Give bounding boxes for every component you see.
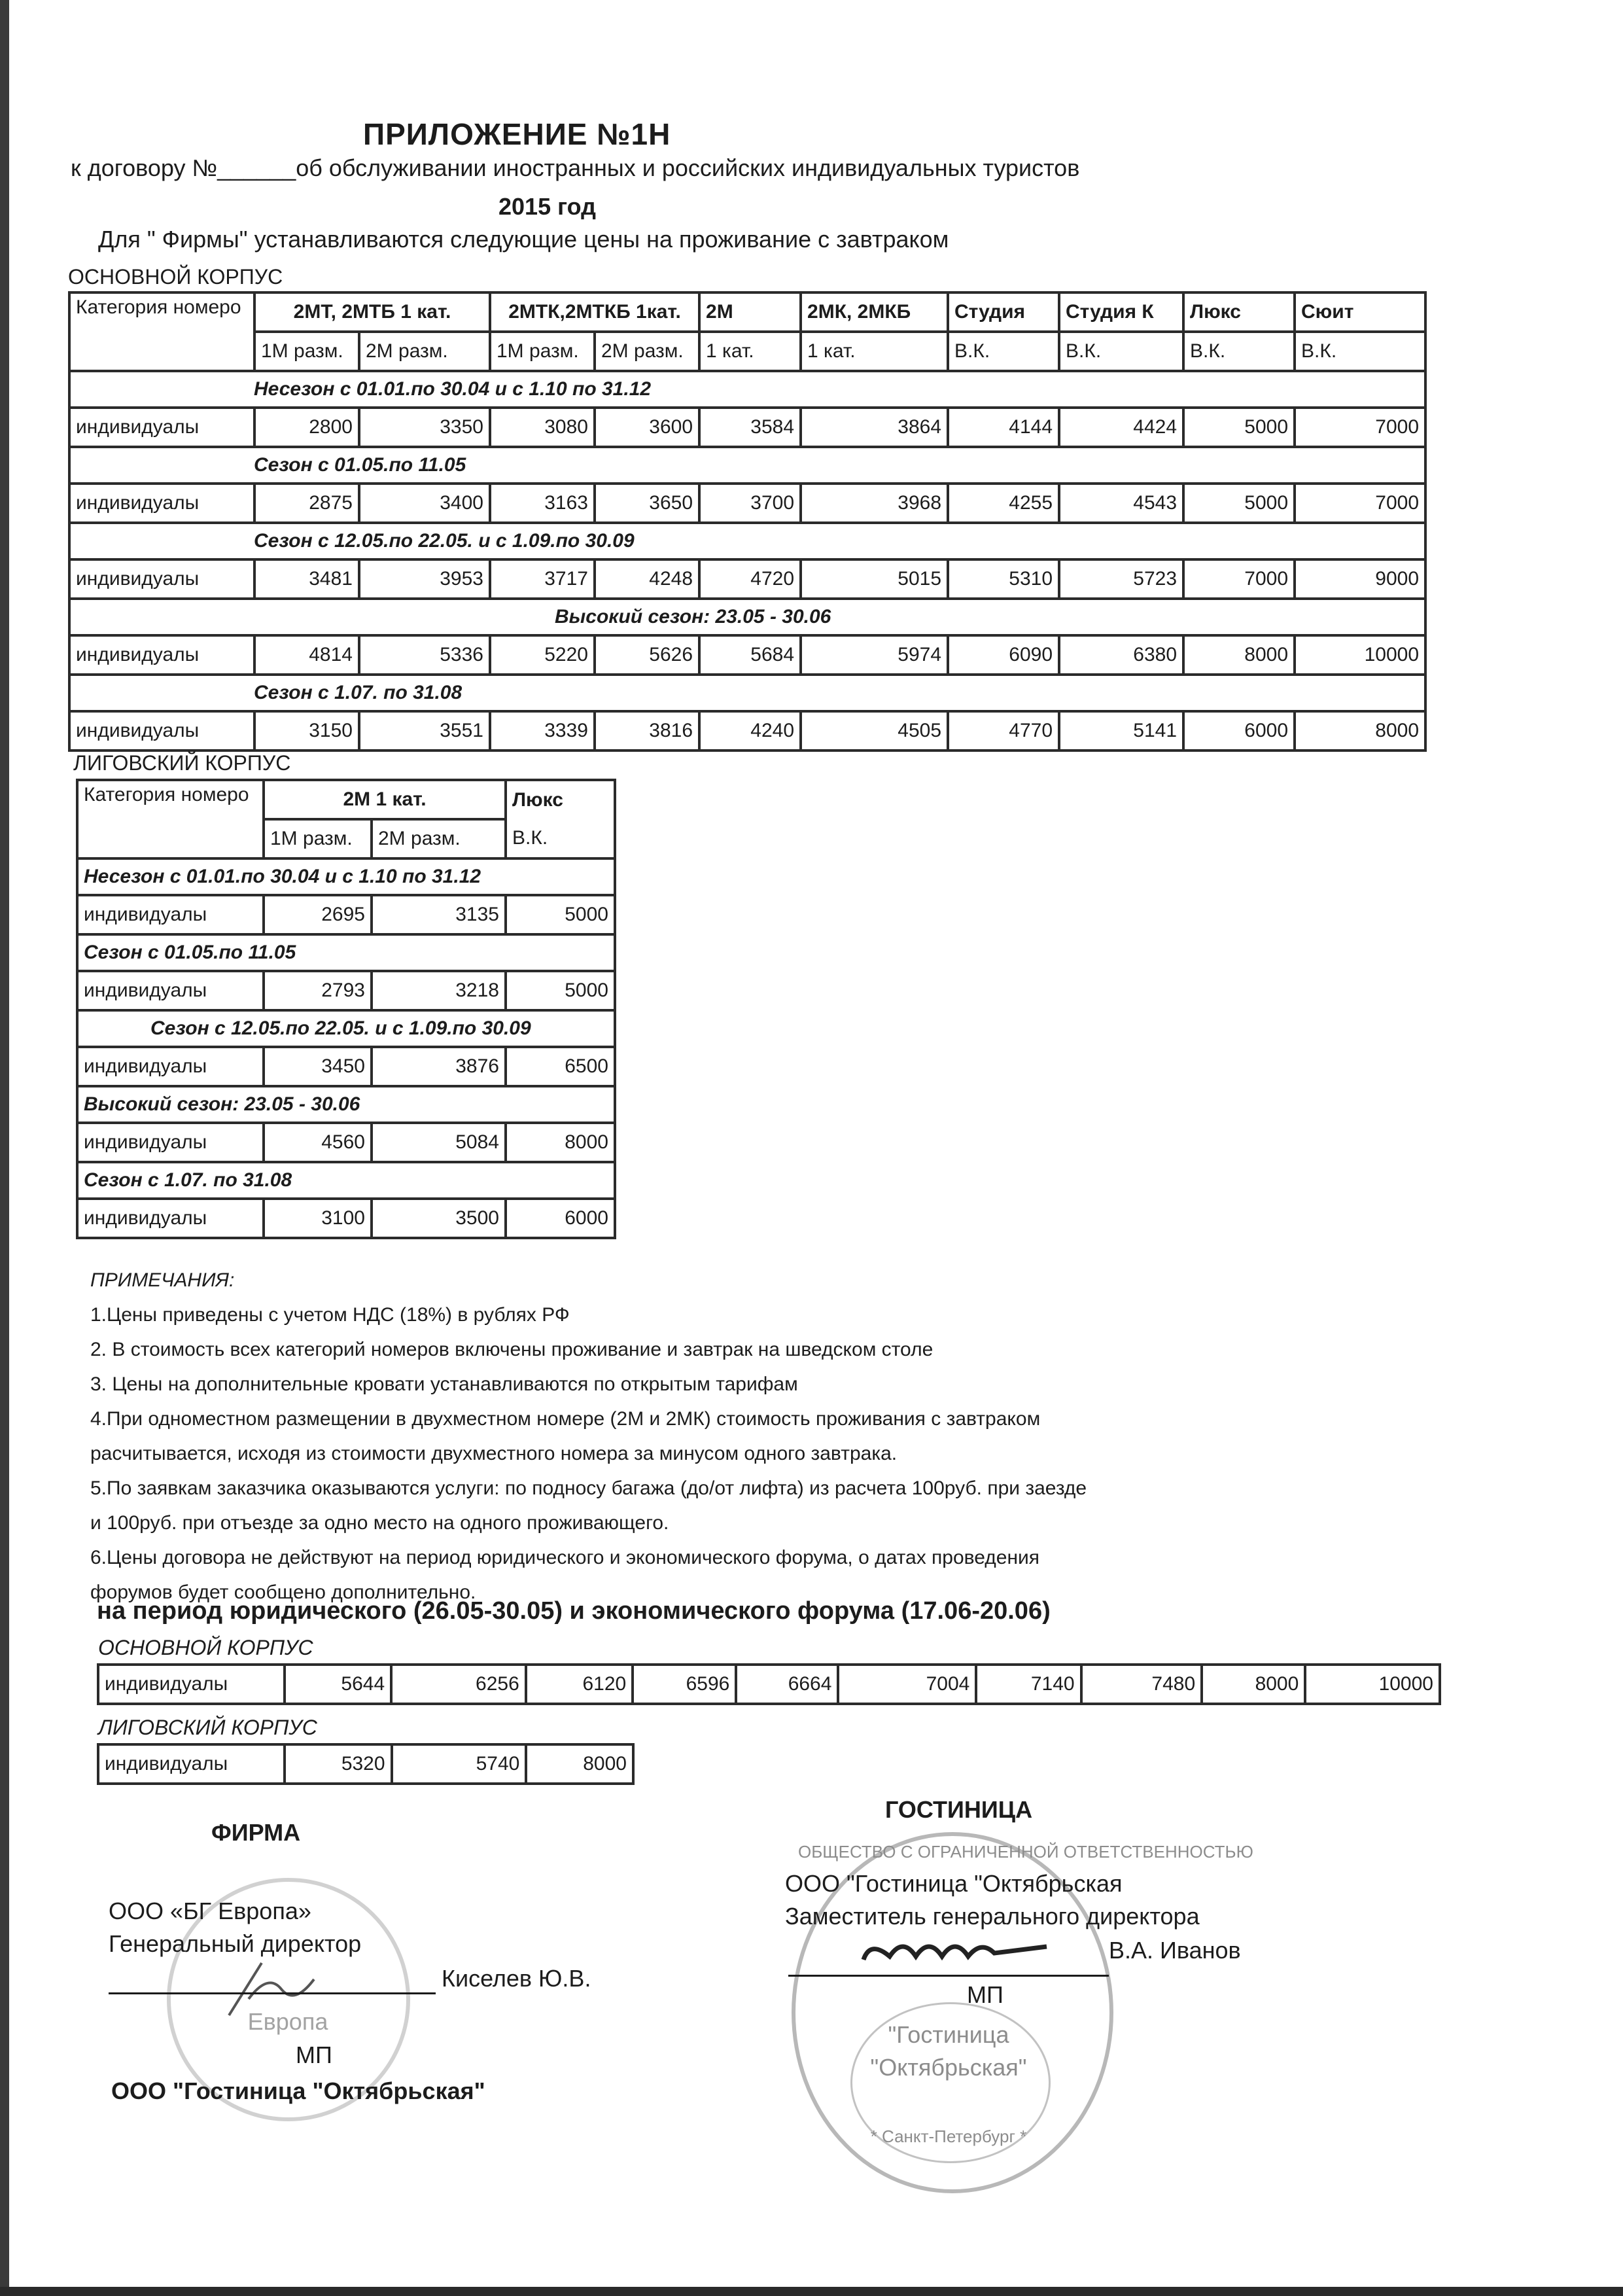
price-cell: 5000 bbox=[1183, 408, 1295, 447]
row-label: индивидуалы bbox=[77, 1199, 264, 1238]
price-cell: 3876 bbox=[372, 1047, 506, 1086]
hotel-stamp-center-1: "Гостиница bbox=[888, 2021, 1009, 2048]
season-title: Сезон с 12.05.по 22.05. и с 1.09.по 30.09 bbox=[77, 1010, 615, 1047]
price-cell: 5000 bbox=[506, 971, 615, 1010]
price-cell: 4560 bbox=[264, 1123, 372, 1162]
price-cell: 7480 bbox=[1081, 1665, 1202, 1704]
price-cell: 3953 bbox=[359, 559, 490, 599]
firm-heading: ФИРМА bbox=[211, 1819, 301, 1846]
hotel-stamp-ring-top: ОБЩЕСТВО С ОГРАНИЧЕННОЙ ОТВЕТСТВЕННОСТЬЮ bbox=[798, 1842, 1253, 1862]
table-row bbox=[77, 971, 615, 1010]
forum-ligovsky-price-table bbox=[97, 1743, 635, 1785]
price-cell: 5684 bbox=[699, 635, 801, 675]
hotel-signer-name: В.А. Иванов bbox=[1109, 1937, 1241, 1964]
price-cell: 3481 bbox=[254, 559, 359, 599]
hotel-signature-icon bbox=[844, 1934, 1060, 1973]
row-label: индивидуалы bbox=[77, 1123, 264, 1162]
forum-ligovsky-label: ЛИГОВСКИЙ КОРПУС bbox=[98, 1716, 317, 1739]
season-title: Сезон с 01.05.по 11.05 bbox=[77, 934, 615, 971]
column-subheader: 2М разм. bbox=[595, 332, 699, 371]
price-cell: 3350 bbox=[359, 408, 490, 447]
price-cell: 2875 bbox=[254, 484, 359, 523]
price-cell: 7000 bbox=[1183, 559, 1295, 599]
forum-main-price-table bbox=[97, 1663, 1441, 1705]
price-cell: 6664 bbox=[736, 1665, 838, 1704]
season-title: Несезон с 01.01.по 30.04 и с 1.10 по 31.12 bbox=[77, 858, 615, 895]
price-cell: 6500 bbox=[506, 1047, 615, 1086]
table-row bbox=[77, 1047, 615, 1086]
column-subheader: В.К. bbox=[948, 332, 1059, 371]
season-title-row bbox=[69, 675, 1425, 711]
price-cell: 7000 bbox=[1295, 408, 1425, 447]
table-row bbox=[77, 1199, 615, 1238]
price-cell: 3700 bbox=[699, 484, 801, 523]
price-cell: 3135 bbox=[372, 895, 506, 934]
price-cell: 9000 bbox=[1295, 559, 1425, 599]
price-cell: 4814 bbox=[254, 635, 359, 675]
scan-edge bbox=[0, 0, 9, 2296]
column-subheader: В.К. bbox=[1295, 332, 1425, 371]
row-label: индивидуалы bbox=[69, 559, 254, 599]
note-line: расчитывается, исходя из стоимости двухместного номера за минусом одного завтрака. bbox=[90, 1443, 898, 1464]
column-group-header: 2МК, 2МКБ bbox=[801, 292, 948, 332]
season-title-row bbox=[69, 599, 1425, 635]
note-line: 5.По заявкам заказчика оказываются услуги: по подносу багажа (до/от лифта) из расчета 100руб. при заезде bbox=[90, 1477, 1087, 1499]
season-title-row bbox=[77, 1010, 615, 1047]
price-cell: 5336 bbox=[359, 635, 490, 675]
column-group-header: Студия К bbox=[1059, 292, 1183, 332]
hotel-stamp-center-2: "Октябрьская" bbox=[870, 2054, 1027, 2081]
price-cell: 10000 bbox=[1295, 635, 1425, 675]
price-cell: 3584 bbox=[699, 408, 801, 447]
table-row bbox=[69, 635, 1425, 675]
document-title: ПРИЛОЖЕНИЕ №1Н bbox=[363, 117, 671, 151]
price-cell: 3400 bbox=[359, 484, 490, 523]
price-cell: 4543 bbox=[1059, 484, 1183, 523]
column-group-header: Студия bbox=[948, 292, 1059, 332]
price-cell: 6380 bbox=[1059, 635, 1183, 675]
season-title-row bbox=[77, 934, 615, 971]
season-title-row bbox=[77, 1162, 615, 1199]
price-cell: 6000 bbox=[506, 1199, 615, 1238]
firm-company: ООО «БГ Европа» bbox=[109, 1898, 311, 1924]
firm-signer-name: Киселев Ю.В. bbox=[442, 1965, 591, 1992]
row-label: индивидуалы bbox=[69, 711, 254, 751]
table-row bbox=[77, 895, 615, 934]
table-row bbox=[77, 1123, 615, 1162]
season-title-row bbox=[69, 447, 1425, 484]
season-title: Высокий сезон: 23.05 - 30.06 bbox=[69, 599, 1425, 635]
hotel-heading: ГОСТИНИЦА bbox=[885, 1796, 1033, 1823]
price-cell: 3968 bbox=[801, 484, 948, 523]
column-subheader: 1М разм. bbox=[490, 332, 595, 371]
row-label: индивидуалы bbox=[77, 971, 264, 1010]
column-subheader: 1М разм. bbox=[264, 819, 372, 858]
season-title-row bbox=[69, 371, 1425, 408]
note-line: 6.Цены договора не действуют на период юридического и экономического форума, о датах проведения bbox=[90, 1547, 1040, 1568]
price-cell: 5626 bbox=[595, 635, 699, 675]
price-cell: 2695 bbox=[264, 895, 372, 934]
table-row bbox=[98, 1744, 633, 1784]
price-cell: 5220 bbox=[490, 635, 595, 675]
season-title-row bbox=[77, 1086, 615, 1123]
price-cell: 5320 bbox=[285, 1744, 392, 1784]
firm-seal-label: МП bbox=[296, 2041, 332, 2068]
price-cell: 8000 bbox=[506, 1123, 615, 1162]
firm-signature-line bbox=[109, 1992, 436, 1994]
price-cell: 5000 bbox=[1183, 484, 1295, 523]
firm-footer: ООО "Гостиница "Октябрьская" bbox=[111, 2077, 485, 2104]
column-group-header: Люкс bbox=[1183, 292, 1295, 332]
price-cell: 6000 bbox=[1183, 711, 1295, 751]
price-cell: 3551 bbox=[359, 711, 490, 751]
season-title: Высокий сезон: 23.05 - 30.06 bbox=[77, 1086, 615, 1123]
price-cell: 4505 bbox=[801, 711, 948, 751]
price-cell: 3600 bbox=[595, 408, 699, 447]
price-cell: 7000 bbox=[1295, 484, 1425, 523]
season-title-row bbox=[69, 523, 1425, 559]
header-row bbox=[69, 292, 1425, 332]
season-title: Сезон с 12.05.по 22.05. и с 1.09.по 30.09 bbox=[69, 523, 1425, 559]
price-cell: 6090 bbox=[948, 635, 1059, 675]
price-cell: 3080 bbox=[490, 408, 595, 447]
season-title: Сезон с 01.05.по 11.05 bbox=[69, 447, 1425, 484]
price-cell: 5740 bbox=[392, 1744, 527, 1784]
category-header: Категория номеро bbox=[69, 292, 254, 371]
price-cell: 3339 bbox=[490, 711, 595, 751]
hotel-signature-line bbox=[788, 1975, 1109, 1977]
column-subheader: 2М разм. bbox=[372, 819, 506, 858]
column-group-header: Люкс bbox=[506, 780, 615, 819]
row-label: индивидуалы bbox=[69, 408, 254, 447]
main-building-label: ОСНОВНОЙ КОРПУС bbox=[68, 265, 283, 289]
ligovsky-building-price-table bbox=[76, 779, 616, 1239]
header-row bbox=[77, 780, 615, 819]
price-cell: 5000 bbox=[506, 895, 615, 934]
price-cell: 5015 bbox=[801, 559, 948, 599]
table-row bbox=[69, 484, 1425, 523]
column-subheader: В.К. bbox=[1183, 332, 1295, 371]
price-cell: 8000 bbox=[1183, 635, 1295, 675]
note-line: и 100руб. при отъезде за одно место на одного проживающего. bbox=[90, 1512, 669, 1534]
table-row bbox=[69, 559, 1425, 599]
price-cell: 4240 bbox=[699, 711, 801, 751]
row-label: индивидуалы bbox=[98, 1665, 285, 1704]
note-line: 4.При одноместном размещении в двухместном номере (2М и 2МК) стоимость проживания с завтраком bbox=[90, 1408, 1041, 1430]
hotel-stamp-ring-bottom: * Санкт-Петербург * bbox=[870, 2127, 1027, 2146]
price-cell: 4424 bbox=[1059, 408, 1183, 447]
row-label: индивидуалы bbox=[77, 895, 264, 934]
main-building-price-table bbox=[68, 291, 1427, 752]
forum-main-building-label: ОСНОВНОЙ КОРПУС bbox=[98, 1636, 313, 1659]
price-cell: 2793 bbox=[264, 971, 372, 1010]
price-cell: 4144 bbox=[948, 408, 1059, 447]
price-cell: 3816 bbox=[595, 711, 699, 751]
column-subheader: В.К. bbox=[1059, 332, 1183, 371]
column-group-header: 2МТ, 2МТБ 1 кат. bbox=[254, 292, 490, 332]
price-cell: 10000 bbox=[1305, 1665, 1440, 1704]
note-line: 2. В стоимость всех категорий номеров включены проживание и завтрак на шведском столе bbox=[90, 1339, 934, 1360]
table-row bbox=[69, 408, 1425, 447]
price-cell: 3100 bbox=[264, 1199, 372, 1238]
hotel-company: ООО "Гостиница "Октябрьская bbox=[785, 1870, 1123, 1897]
price-cell: 4720 bbox=[699, 559, 801, 599]
hotel-position: Заместитель генерального директора bbox=[785, 1903, 1200, 1930]
note-line: 1.Цены приведены с учетом НДС (18%) в рублях РФ bbox=[90, 1304, 570, 1326]
year-label: 2015 год bbox=[498, 193, 596, 220]
price-cell: 5310 bbox=[948, 559, 1059, 599]
column-subheader: 1М разм. bbox=[254, 332, 359, 371]
contract-subtitle: к договору №______об обслуживании иностранных и российских индивидуальных туристов bbox=[71, 154, 1080, 181]
season-title: Сезон с 1.07. по 31.08 bbox=[69, 675, 1425, 711]
price-cell: 8000 bbox=[526, 1744, 633, 1784]
note-line: 3. Цены на дополнительные кровати устанавливаются по открытым тарифам bbox=[90, 1373, 798, 1395]
column-group-header: Сюит bbox=[1295, 292, 1425, 332]
price-cell: 3450 bbox=[264, 1047, 372, 1086]
row-label: индивидуалы bbox=[98, 1744, 285, 1784]
price-cell: 3163 bbox=[490, 484, 595, 523]
firm-stamp-text: Европа bbox=[247, 2008, 328, 2035]
price-cell: 3650 bbox=[595, 484, 699, 523]
price-cell: 3717 bbox=[490, 559, 595, 599]
column-subheader: В.К. bbox=[506, 819, 615, 858]
price-cell: 2800 bbox=[254, 408, 359, 447]
note-line: форумов будет сообщено дополнительно. bbox=[90, 1581, 476, 1603]
column-subheader: 1 кат. bbox=[801, 332, 948, 371]
ligovsky-building-label: ЛИГОВСКИЙ КОРПУС bbox=[73, 751, 291, 775]
price-cell: 3218 bbox=[372, 971, 506, 1010]
price-cell: 6256 bbox=[391, 1665, 526, 1704]
season-title: Несезон с 01.01.по 30.04 и с 1.10 по 31.12 bbox=[69, 371, 1425, 408]
price-cell: 4770 bbox=[948, 711, 1059, 751]
scan-edge bbox=[0, 2287, 1623, 2296]
price-cell: 7004 bbox=[838, 1665, 976, 1704]
notes-section bbox=[90, 1263, 1087, 1610]
season-title: Сезон с 1.07. по 31.08 bbox=[77, 1162, 615, 1199]
price-cell: 3500 bbox=[372, 1199, 506, 1238]
price-cell: 4255 bbox=[948, 484, 1059, 523]
price-cell: 4248 bbox=[595, 559, 699, 599]
season-title-row bbox=[77, 858, 615, 895]
column-group-header: 2М 1 кат. bbox=[264, 780, 506, 819]
column-group-header: 2М bbox=[699, 292, 801, 332]
category-header: Категория номеро bbox=[77, 780, 264, 858]
column-group-header: 2МТК,2МТКБ 1кат. bbox=[490, 292, 699, 332]
notes-title: ПРИМЕЧАНИЯ: bbox=[90, 1269, 235, 1291]
intro-text: Для " Фирмы" устанавливаются следующие цены на проживание с завтраком bbox=[98, 226, 949, 253]
row-label: индивидуалы bbox=[69, 635, 254, 675]
price-cell: 7140 bbox=[976, 1665, 1081, 1704]
forum-period-heading: на период юридического (26.05-30.05) и экономического форума (17.06-20.06) bbox=[97, 1597, 1051, 1625]
row-label: индивидуалы bbox=[69, 484, 254, 523]
price-cell: 6596 bbox=[633, 1665, 736, 1704]
price-cell: 6120 bbox=[526, 1665, 633, 1704]
hotel-seal-label: МП bbox=[967, 1981, 1003, 2008]
price-cell: 5974 bbox=[801, 635, 948, 675]
column-subheader: 1 кат. bbox=[699, 332, 801, 371]
table-row bbox=[69, 711, 1425, 751]
column-subheader: 2М разм. bbox=[359, 332, 490, 371]
firm-position: Генеральный директор bbox=[109, 1930, 362, 1957]
subheader-row bbox=[69, 332, 1425, 371]
table-row bbox=[98, 1665, 1440, 1704]
row-label: индивидуалы bbox=[77, 1047, 264, 1086]
price-cell: 3150 bbox=[254, 711, 359, 751]
price-cell: 5723 bbox=[1059, 559, 1183, 599]
price-cell: 8000 bbox=[1202, 1665, 1305, 1704]
price-cell: 5141 bbox=[1059, 711, 1183, 751]
price-cell: 8000 bbox=[1295, 711, 1425, 751]
price-cell: 5084 bbox=[372, 1123, 506, 1162]
price-cell: 3864 bbox=[801, 408, 948, 447]
price-cell: 5644 bbox=[285, 1665, 391, 1704]
